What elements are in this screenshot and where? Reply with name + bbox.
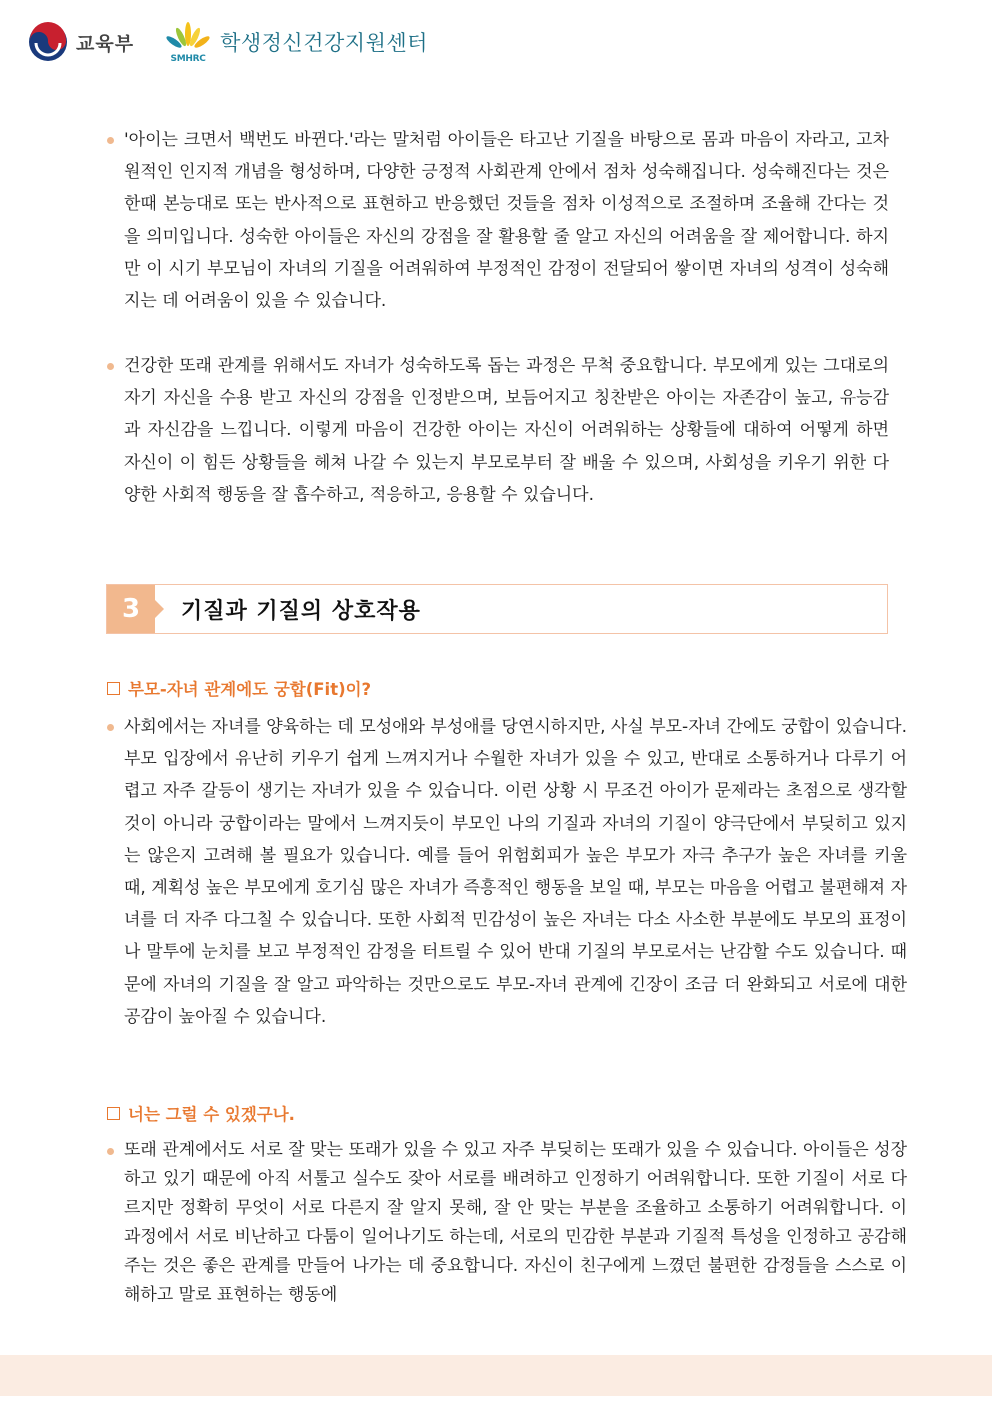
ministry-of-education-logo [28,22,134,62]
subsection-heading-text: 너는 그럴 수 있겠구나. [128,1105,295,1124]
bullet-dot-icon [107,363,114,370]
taegeuk-emblem-icon [28,22,68,62]
paragraph-text: '아이는 크면서 백번도 바뀐다.'라는 말처럼 아이들은 타고난 기질을 바탕으로 몸과 마음이 자라고, 고차원적인 인지적 개념을 형성하며, 다양한 긍정적 사회관계 안에서 점차 성숙해집니다. 성숙해진다는 것은 한때 본능대로 또는 반사적으로 표현하고 반응했던 것들을 점차 이성적으로 조절하며 조율해 간다는 것을 의미입니다. 성숙한 아이들은 자신의 강점을 잘 활용할 줄 알고 자신의 어려움을 잘 제어합니다. 하지만 이 시기 부모님이 자녀의 기질을 어려워하여 부정적인 감정이 전달되어 쌓이면 자녀의 성격이 성숙해지는 데 어려움이 있을 수 있습니다. [124,130,889,312]
section-heading [106,584,888,634]
footer-band [0,1355,992,1396]
section-number: 3 [107,585,155,633]
bullet-dot-icon [107,137,114,144]
bullet-paragraph [106,1136,907,1310]
smhrc-abbr: SMHRC [170,54,206,64]
subsection-heading [107,676,371,700]
paragraph-text: 사회에서는 자녀를 양육하는 데 모성애와 부성애를 당연시하지만, 사실 부모-자녀 간에도 궁합이 있습니다. 부모 입장에서 유난히 키우기 쉽게 느껴지거나 수월한 자녀가 있을 수 있고, 반대로 소통하거나 다루기 어렵고 자주 갈등이 생기는 자녀가 있을 수 있습니다. 이런 상황 시 무조건 아이가 문제라는 초점으로 생각할 것이 아니라 궁합이라는 말에서 느껴지듯이 부모인 나의 기질과 자녀의 기질이 양극단에서 부딪히고 있지는 않은지 고려해 볼 필요가 있습니다. 예를 들어 위험회피가 높은 부모가 자극 추구가 높은 자녀를 키울 때, 계획성 높은 부모에게 호기심 많은 자녀가 즉흥적인 행동을 보일 때, 부모는 마음을 어렵고 불편해져 자녀를 더 자주 다그칠 수 있습니다. 또한 사회적 민감성이 높은 자녀는 다소 사소한 부분에도 부모의 표정이나 말투에 눈치를 보고 부정적인 감정을 터트릴 수 있어 반대 기질의 부모로서는 난감할 수도 있습니다. 때문에 자녀의 기질을 잘 알고 파악하는 것만으로도 부모-자녀 관계에 긴장이 조금 더 완화되고 서로에 대한 공감이 높아질 수 있습니다. [124,717,907,1027]
smhrc-leaf-icon [164,20,212,64]
bullet-dot-icon [107,724,114,731]
smhrc-logo [164,20,428,64]
bullet-dot-icon [107,1148,114,1155]
subsection-heading [107,1101,295,1125]
ministry-label: 교육부 [76,32,135,55]
paragraph-text: 건강한 또래 관계를 위해서도 자녀가 성숙하도록 돕는 과정은 무척 중요합니다. 부모에게 있는 그대로의 자기 자신을 수용 받고 자신의 강점을 인정받으며, 보듬어지고 칭찬받은 아이는 자존감이 높고, 유능감과 자신감을 느낍니다. 이렇게 마음이 건강한 아이는 자신이 어려워하는 상황들에 대하여 어떻게 하면 자신이 이 힘든 상황들을 헤쳐 나갈 수 있는지 부모로부터 잘 배울 수 있으며, 사회성을 키우기 위한 다양한 사회적 행동을 잘 흡수하고, 적응하고, 응용할 수 있습니다. [124,356,889,505]
center-label: 학생정신건강지원센터 [220,31,428,55]
subsection-heading-text: 부모-자녀 관계에도 궁합(Fit)이? [128,680,372,699]
page-header [28,18,428,66]
paragraph-text: 또래 관계에서도 서로 잘 맞는 또래가 있을 수 있고 자주 부딪히는 또래가 있을 수 있습니다. 아이들은 성장하고 있기 때문에 아직 서툴고 실수도 잦아 서로를 배려하고 인정하기 어려워합니다. 또한 기질이 서로 다르지만 정확히 무엇이 서로 다른지 잘 알지 못해, 잘 안 맞는 부분을 조율하고 소통하기 어려워합니다. 이 과정에서 서로 비난하고 다툼이 일어나기도 하는데, 서로의 민감한 부분과 기질적 특성을 인정하고 공감해 주는 것은 좋은 관계를 만들어 나가는 데 중요합니다. 자신이 친구에게 느꼈던 불편한 감정들을 스스로 이해하고 말로 표현하는 행동에 [124,1140,907,1305]
bullet-paragraph [106,350,889,511]
checkbox-square-icon [107,682,120,695]
bullet-paragraph [106,124,889,317]
bullet-paragraph [106,711,907,1033]
section-title: 기질과 기질의 상호작용 [181,598,421,624]
checkbox-square-icon [107,1107,120,1120]
